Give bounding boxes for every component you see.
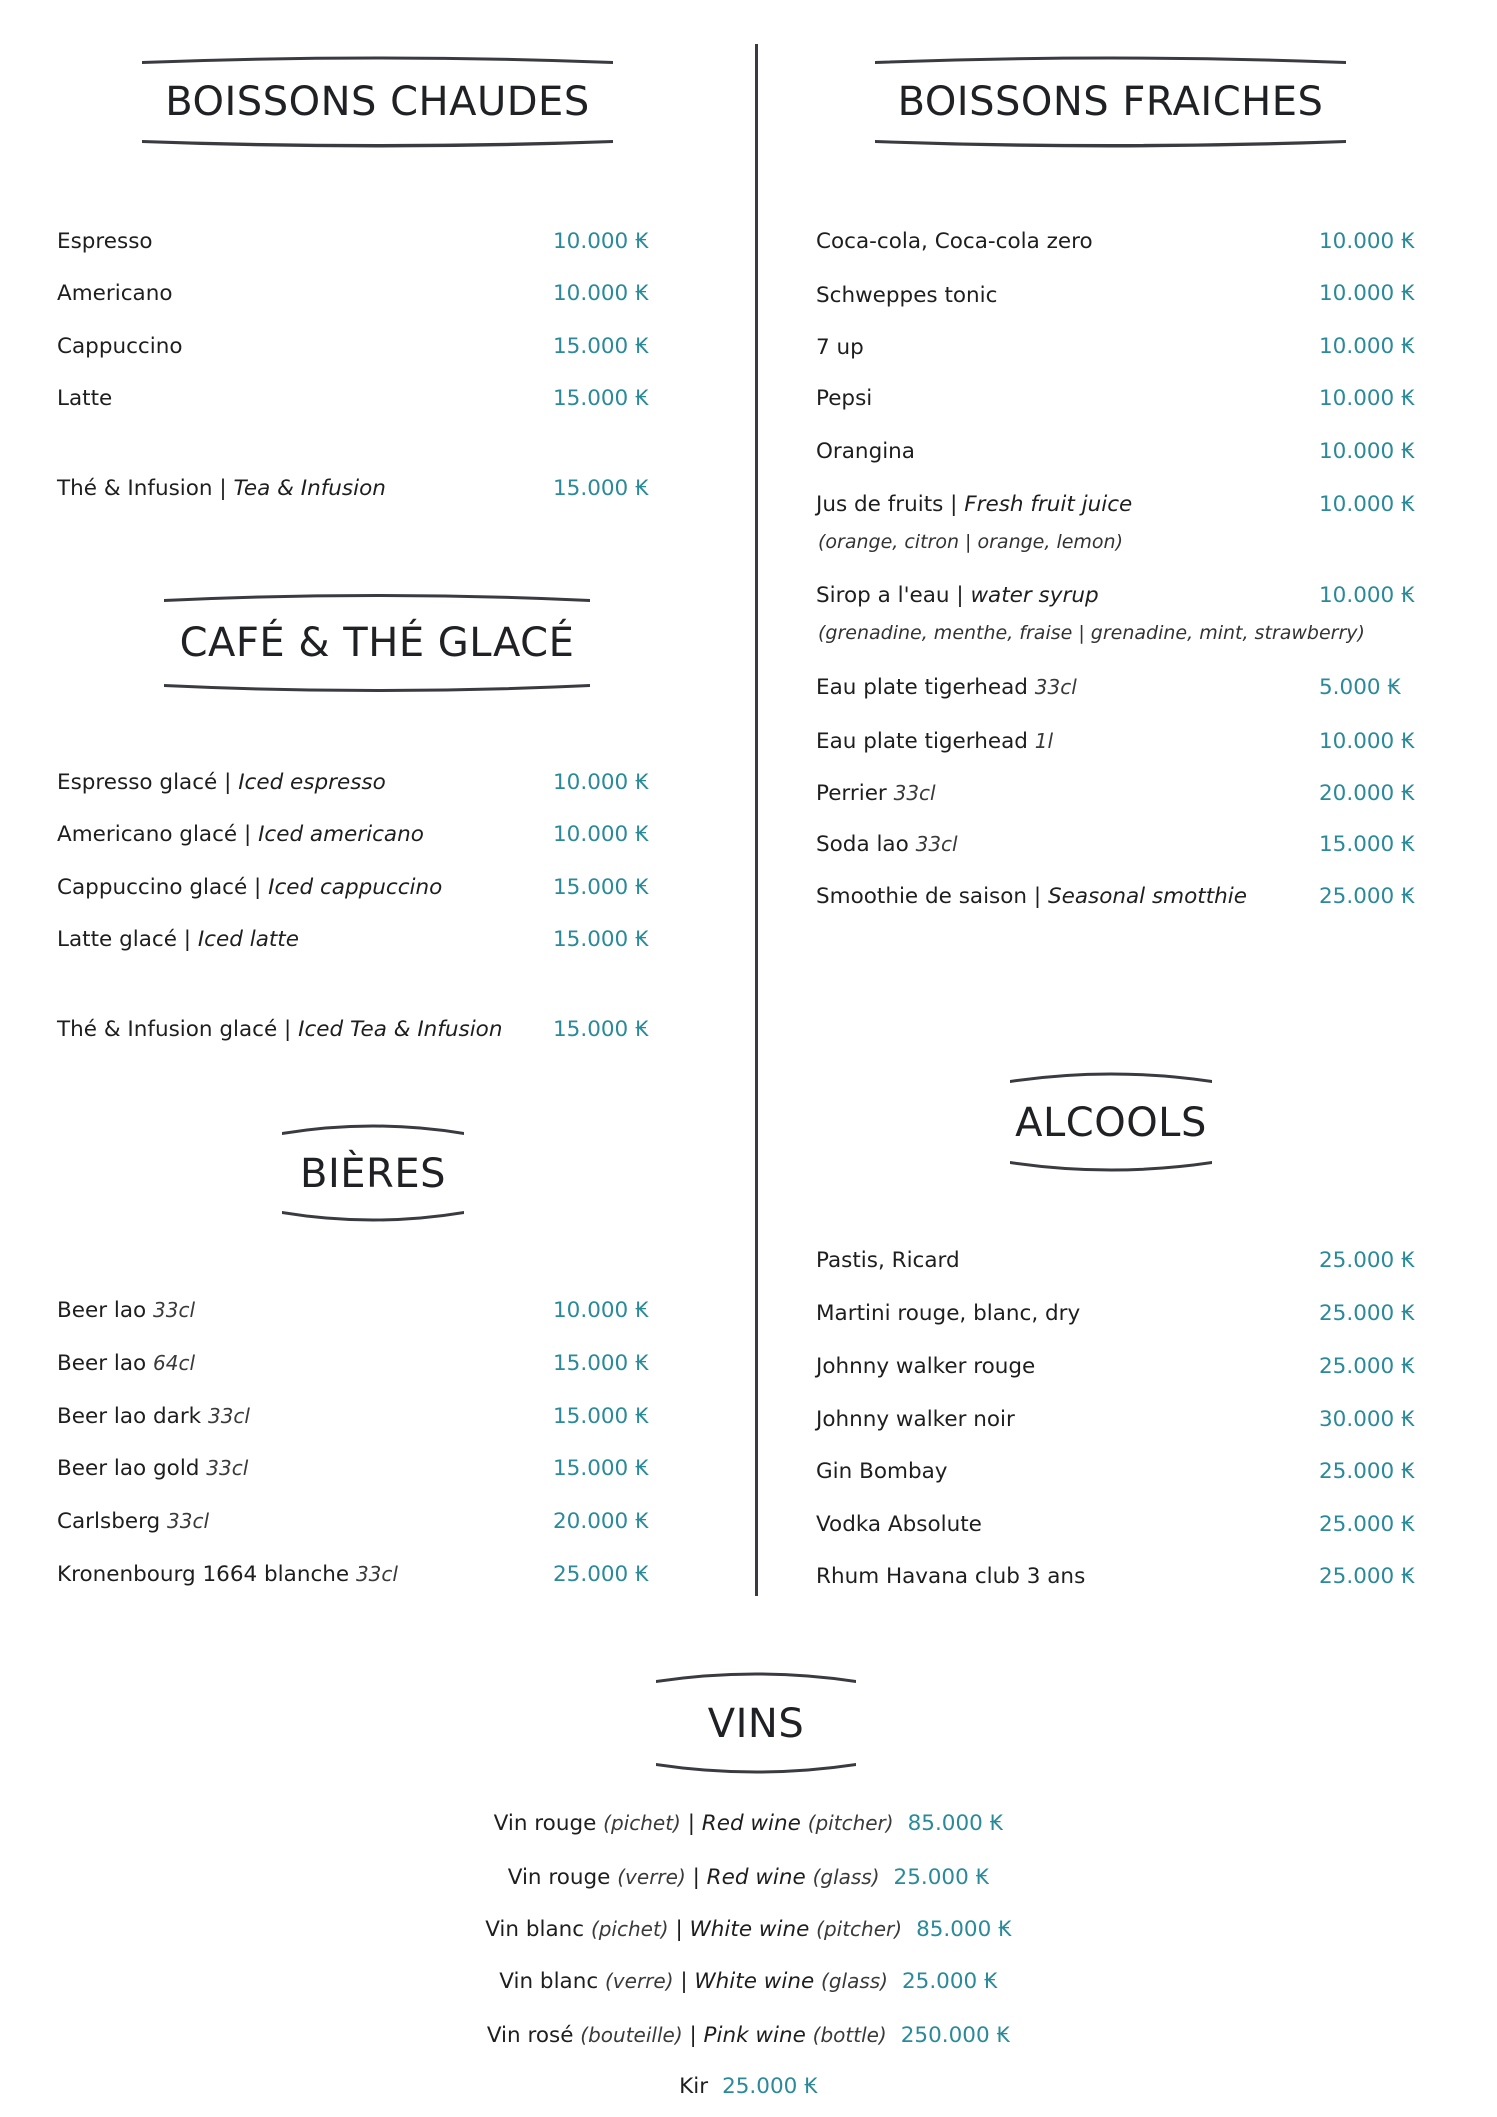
menu-item-name: Gin Bombay bbox=[816, 1459, 948, 1484]
heading-title: BOISSONS FRAICHES bbox=[897, 79, 1324, 125]
menu-item-name bbox=[816, 731, 1053, 753]
heading-title: ALCOOLS bbox=[1015, 1100, 1207, 1146]
size: 33cl bbox=[153, 1298, 196, 1322]
menu-item-name: Americano bbox=[57, 281, 173, 306]
menu-item-name: Cappuccino bbox=[57, 334, 183, 359]
menu-item-price: 10.000 ₭ bbox=[1319, 583, 1415, 608]
size: 33cl bbox=[206, 1456, 249, 1480]
name-en: Pink wine bbox=[703, 2023, 813, 2048]
menu-item-price: 250.000 ₭ bbox=[900, 2023, 1011, 2048]
menu-item-price: 5.000 ₭ bbox=[1319, 675, 1402, 700]
menu-item-price: 10.000 ₭ bbox=[1319, 281, 1415, 306]
name-en: Iced latte bbox=[197, 927, 299, 952]
menu-item-price: 85.000 ₭ bbox=[916, 1917, 1012, 1942]
name-fr: Eau plate tigerhead bbox=[816, 675, 1035, 700]
menu-item-price: 25.000 ₭ bbox=[1319, 1564, 1415, 1589]
menu-item-name bbox=[816, 494, 1132, 516]
menu-item-price: 15.000 ₭ bbox=[553, 927, 649, 952]
name-en: White wine bbox=[689, 1917, 817, 1942]
separator: | bbox=[673, 1969, 695, 1994]
menu-item-name bbox=[57, 824, 424, 846]
name-en: Seasonal smotthie bbox=[1047, 884, 1247, 909]
format-fr: (pichet) bbox=[603, 1811, 681, 1835]
name-fr: Jus de fruits | bbox=[816, 492, 965, 517]
format-en: (glass) bbox=[821, 1969, 888, 1993]
menu-item-price: 25.000 ₭ bbox=[893, 1865, 990, 1890]
format-en: (pitcher) bbox=[807, 1811, 894, 1835]
format-fr: (bouteille) bbox=[580, 2023, 683, 2047]
menu-item-price: 15.000 ₭ bbox=[553, 334, 649, 359]
menu-item-price: 15.000 ₭ bbox=[553, 1404, 649, 1429]
menu-item-price: 25.000 ₭ bbox=[1319, 1512, 1415, 1537]
menu-item-price: 15.000 ₭ bbox=[553, 386, 649, 411]
size: 64cl bbox=[153, 1351, 196, 1375]
size: 33cl bbox=[207, 1404, 250, 1428]
menu-item-price: 10.000 ₭ bbox=[1319, 386, 1415, 411]
name-fr: Soda lao bbox=[816, 832, 916, 857]
name-en: Iced americano bbox=[258, 822, 424, 847]
name-fr: Vin blanc bbox=[485, 1917, 591, 1942]
size: 33cl bbox=[915, 832, 958, 856]
menu-item-name bbox=[816, 677, 1077, 699]
heading-hot-drinks bbox=[140, 52, 615, 152]
heading-cold-drinks bbox=[873, 52, 1348, 152]
menu-item-name: Rhum Havana club 3 ans bbox=[816, 1564, 1086, 1589]
name-fr: Thé & Infusion glacé | bbox=[57, 1017, 299, 1042]
size: 33cl bbox=[355, 1562, 398, 1586]
name-en: Red wine bbox=[701, 1811, 808, 1836]
menu-item-price: 25.000 ₭ bbox=[1319, 1248, 1415, 1273]
menu-item-name bbox=[57, 1406, 250, 1428]
menu-item-price: 10.000 ₭ bbox=[1319, 439, 1415, 464]
name-fr: Vin rouge bbox=[493, 1811, 604, 1836]
menu-item-price: 25.000 ₭ bbox=[1319, 1459, 1415, 1484]
menu-item-name bbox=[57, 1511, 209, 1533]
name-en: Red wine bbox=[706, 1865, 813, 1890]
format-en: (bottle) bbox=[812, 2023, 887, 2047]
wine-item bbox=[0, 1919, 1497, 1941]
name-fr: Kir bbox=[679, 2074, 709, 2099]
name-fr: Beer lao dark bbox=[57, 1404, 208, 1429]
menu-item-price: 15.000 ₭ bbox=[553, 1456, 649, 1481]
menu-item-price: 10.000 ₭ bbox=[553, 281, 649, 306]
name-en: Iced Tea & Infusion bbox=[298, 1017, 503, 1042]
separator: | bbox=[682, 2023, 704, 2048]
menu-item-name bbox=[816, 834, 958, 856]
format-fr: (verre) bbox=[617, 1865, 686, 1889]
menu-item-price: 25.000 ₭ bbox=[901, 1969, 998, 1994]
size: 33cl bbox=[1034, 675, 1077, 699]
heading-title: BIÈRES bbox=[300, 1151, 446, 1197]
name-fr: Americano glacé | bbox=[57, 822, 259, 847]
separator: | bbox=[685, 1865, 707, 1890]
menu-item-name: Coca-cola, Coca-cola zero bbox=[816, 229, 1093, 254]
name-fr: Carlsberg bbox=[57, 1509, 168, 1534]
menu-item-price: 15.000 ₭ bbox=[553, 875, 649, 900]
menu-item-name bbox=[57, 1300, 195, 1322]
menu-item-price: 10.000 ₭ bbox=[1319, 229, 1415, 254]
menu-item-price: 25.000 ₭ bbox=[722, 2074, 818, 2099]
heading-spirits bbox=[1008, 1068, 1214, 1176]
wine-item bbox=[0, 1813, 1497, 1835]
menu-item-name: Martini rouge, blanc, dry bbox=[816, 1301, 1081, 1326]
name-fr: Beer lao bbox=[57, 1351, 154, 1376]
menu-item-price: 15.000 ₭ bbox=[553, 1017, 649, 1042]
name-fr: Thé & Infusion | bbox=[57, 476, 234, 501]
menu-item-price: 15.000 ₭ bbox=[1319, 832, 1415, 857]
heading-title: VINS bbox=[707, 1701, 805, 1747]
menu-item-name: Vodka Absolute bbox=[816, 1512, 982, 1537]
menu-item-price: 10.000 ₭ bbox=[1319, 492, 1415, 517]
heading-title: BOISSONS CHAUDES bbox=[165, 79, 590, 125]
name-fr: Perrier bbox=[816, 781, 894, 806]
column-divider bbox=[755, 44, 758, 1596]
name-en: Iced cappuccino bbox=[268, 875, 443, 900]
heading-wines bbox=[654, 1668, 858, 1778]
menu-item-price: 10.000 ₭ bbox=[553, 770, 649, 795]
name-fr: Smoothie de saison | bbox=[816, 884, 1048, 909]
menu-item-name bbox=[57, 929, 299, 951]
separator: | bbox=[668, 1917, 690, 1942]
format-en: (pitcher) bbox=[816, 1917, 903, 1941]
name-fr: Cappuccino glacé | bbox=[57, 875, 269, 900]
menu-item-price: 25.000 ₭ bbox=[1319, 1354, 1415, 1379]
name-fr: Eau plate tigerhead bbox=[816, 729, 1035, 754]
name-en: Tea & Infusion bbox=[233, 476, 386, 501]
size: 1l bbox=[1034, 729, 1054, 753]
menu-item-name: Pepsi bbox=[816, 386, 873, 411]
menu-item-price: 10.000 ₭ bbox=[1319, 729, 1415, 754]
name-fr: Vin rosé bbox=[486, 2023, 581, 2048]
wine-item bbox=[0, 2076, 1497, 2098]
menu-item-name bbox=[816, 585, 1099, 607]
name-en: water syrup bbox=[970, 583, 1099, 608]
name-fr: Sirop a l'eau | bbox=[816, 583, 971, 608]
menu-item-name: Johnny walker rouge bbox=[816, 1354, 1036, 1379]
format-en: (glass) bbox=[812, 1865, 880, 1889]
menu-item-name: Latte bbox=[57, 386, 113, 411]
menu-item-price: 15.000 ₭ bbox=[553, 1351, 649, 1376]
menu-item-price: 20.000 ₭ bbox=[553, 1509, 649, 1534]
wine-item bbox=[0, 1867, 1497, 1889]
heading-iced-drinks bbox=[162, 590, 592, 696]
menu-item-price: 25.000 ₭ bbox=[1319, 884, 1415, 909]
format-fr: (pichet) bbox=[590, 1917, 669, 1941]
name-fr: Vin rouge bbox=[507, 1865, 618, 1890]
menu-item-name: Espresso bbox=[57, 229, 153, 254]
menu-item-name bbox=[57, 1564, 398, 1586]
wine-item bbox=[0, 1971, 1497, 1993]
menu-item-price: 85.000 ₭ bbox=[907, 1811, 1004, 1836]
menu-item-name: Johnny walker noir bbox=[816, 1407, 1015, 1432]
name-fr: Beer lao bbox=[57, 1298, 154, 1323]
name-fr: Beer lao gold bbox=[57, 1456, 207, 1481]
menu-item-price: 30.000 ₭ bbox=[1319, 1407, 1415, 1432]
size: 33cl bbox=[893, 781, 936, 805]
menu-item-price: 25.000 ₭ bbox=[1319, 1301, 1415, 1326]
menu-item-name bbox=[57, 1458, 248, 1480]
menu-item-price: 20.000 ₭ bbox=[1319, 781, 1415, 806]
name-en: Iced espresso bbox=[238, 770, 386, 795]
menu-item-name bbox=[57, 877, 442, 899]
menu-item-name bbox=[816, 886, 1247, 908]
wine-item bbox=[0, 2025, 1497, 2047]
menu-item-name bbox=[816, 783, 936, 805]
menu-item-name bbox=[57, 772, 386, 794]
menu-item-price: 10.000 ₭ bbox=[553, 229, 649, 254]
menu-item-note: (orange, citron | orange, lemon) bbox=[818, 531, 1124, 553]
menu-item-name: Schweppes tonic bbox=[816, 283, 998, 308]
menu-item-name bbox=[57, 1353, 195, 1375]
name-fr: Espresso glacé | bbox=[57, 770, 239, 795]
menu-item-name: 7 up bbox=[816, 335, 864, 360]
size: 33cl bbox=[167, 1509, 210, 1533]
heading-beers bbox=[280, 1120, 466, 1226]
heading-title: CAFÉ & THÉ GLACÉ bbox=[179, 620, 575, 666]
menu-item-name bbox=[57, 478, 386, 500]
menu-item-name: Orangina bbox=[816, 439, 915, 464]
menu-item-price: 25.000 ₭ bbox=[553, 1562, 649, 1587]
menu-item-price: 15.000 ₭ bbox=[553, 476, 649, 501]
name-fr: Vin blanc bbox=[499, 1969, 605, 1994]
menu-item-price: 10.000 ₭ bbox=[553, 1298, 649, 1323]
format-fr: (verre) bbox=[605, 1969, 674, 1993]
menu-item-price: 10.000 ₭ bbox=[1319, 334, 1415, 359]
menu-item-name bbox=[57, 1019, 502, 1041]
separator: | bbox=[680, 1811, 702, 1836]
name-en: Fresh fruit juice bbox=[964, 492, 1133, 517]
name-fr: Latte glacé | bbox=[57, 927, 198, 952]
menu-item-price: 10.000 ₭ bbox=[553, 822, 649, 847]
menu-item-note: (grenadine, menthe, fraise | grenadine, mint, strawberry) bbox=[818, 622, 1365, 644]
name-fr: Kronenbourg 1664 blanche bbox=[57, 1562, 356, 1587]
menu-item-name: Pastis, Ricard bbox=[816, 1248, 960, 1273]
name-en: White wine bbox=[694, 1969, 822, 1994]
